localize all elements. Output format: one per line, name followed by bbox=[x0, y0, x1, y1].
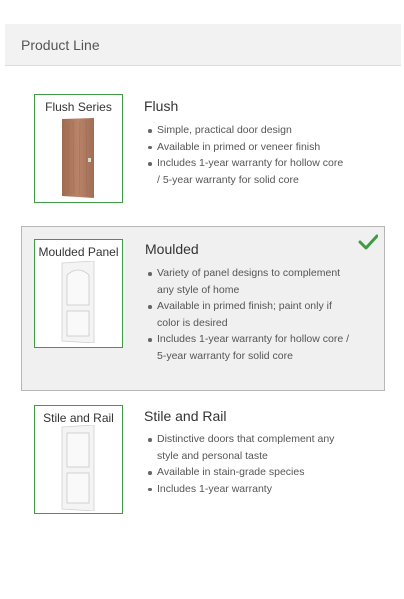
moulded-title: Moulded bbox=[145, 241, 199, 257]
stile-rail-title: Stile and Rail bbox=[144, 408, 227, 424]
option-stile-and-rail[interactable] bbox=[21, 405, 385, 515]
flush-thumbnail bbox=[34, 94, 123, 203]
section-title: Product Line bbox=[21, 37, 100, 53]
stile-rail-features bbox=[157, 431, 352, 497]
moulded-panel-door-icon bbox=[60, 261, 96, 343]
checkmark-icon bbox=[358, 234, 378, 250]
moulded-features bbox=[157, 265, 357, 364]
stile-rail-thumbnail bbox=[34, 405, 123, 514]
feature-item: Simple, practical door design bbox=[157, 122, 347, 139]
flush-wood-door-icon bbox=[60, 118, 96, 198]
product-line-header bbox=[5, 24, 401, 66]
flush-title: Flush bbox=[144, 98, 179, 114]
flush-features bbox=[157, 122, 347, 188]
feature-item: Available in stain-grade species bbox=[157, 464, 352, 481]
feature-item: Includes 1-year warranty bbox=[157, 481, 352, 498]
option-moulded[interactable] bbox=[21, 226, 385, 391]
stile-and-rail-door-icon bbox=[60, 425, 96, 511]
feature-item: Available in primed finish; paint only if color is desired bbox=[157, 298, 357, 331]
feature-item: Distinctive doors that complement any style and personal taste bbox=[157, 431, 352, 464]
feature-item: Includes 1-year warranty for hollow core / 5-year warranty for solid core bbox=[157, 331, 357, 364]
flush-image-label: Flush Series bbox=[45, 100, 112, 114]
feature-item: Variety of panel designs to complement any style of home bbox=[157, 265, 357, 298]
option-flush[interactable] bbox=[21, 94, 385, 204]
stile-rail-image-label: Stile and Rail bbox=[43, 411, 114, 425]
moulded-image-label: Moulded Panel bbox=[38, 245, 119, 259]
feature-item: Available in primed or veneer finish bbox=[157, 139, 347, 156]
moulded-thumbnail bbox=[34, 239, 123, 348]
feature-item: Includes 1-year warranty for hollow core / 5-year warranty for solid core bbox=[157, 155, 347, 188]
